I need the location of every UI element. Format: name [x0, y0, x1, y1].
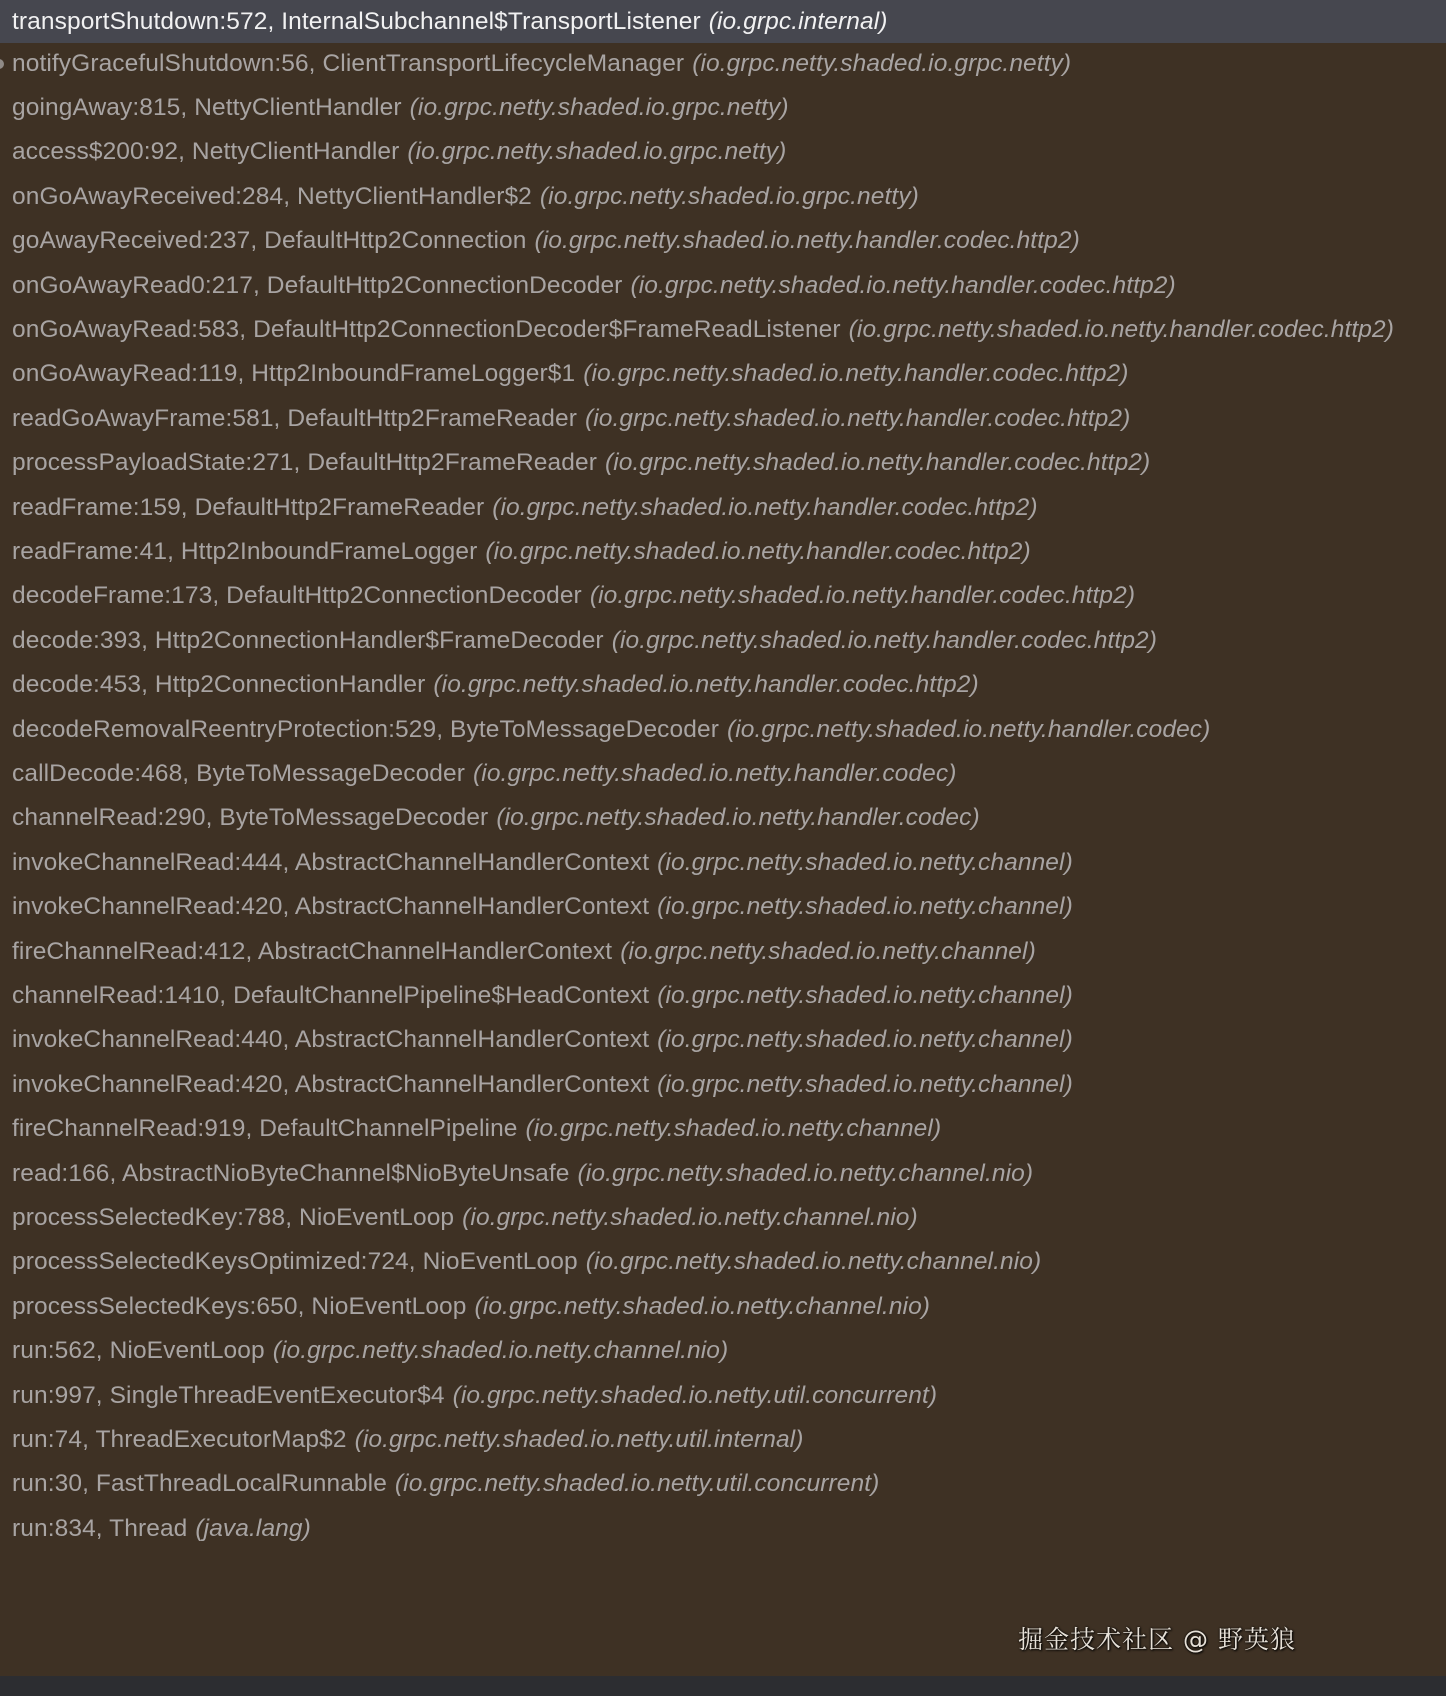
frame-package: (io.grpc.netty.shaded.io.grpc.netty) [539, 183, 919, 210]
frame-package: (java.lang) [195, 1515, 311, 1542]
stack-frame-row[interactable] [0, 217, 1446, 265]
frame-method: notifyGracefulShutdown:56, ClientTransportLifecycleManager [12, 50, 685, 77]
frame-method: decode:453, Http2ConnectionHandler [12, 671, 426, 698]
stack-frame-row[interactable] [0, 484, 1446, 532]
frame-method: fireChannelRead:412, AbstractChannelHandlerContext [12, 938, 613, 965]
stack-frame-row[interactable] [0, 1283, 1446, 1331]
frame-package: (io.grpc.netty.shaded.io.netty.handler.codec.http2) [848, 316, 1394, 343]
frame-method: goingAway:815, NettyClientHandler [12, 94, 402, 121]
frame-package: (io.grpc.netty.shaded.io.netty.channel.nio) [462, 1204, 918, 1231]
stack-frame-row[interactable] [0, 350, 1446, 398]
frame-package: (io.grpc.netty.shaded.io.netty.channel) [657, 1026, 1073, 1053]
stack-frame-row[interactable] [0, 1105, 1446, 1153]
frame-method: run:74, ThreadExecutorMap$2 [12, 1426, 347, 1453]
stack-frame-row[interactable] [0, 528, 1446, 576]
stack-frame-row[interactable] [0, 1505, 1446, 1553]
stack-frame-row[interactable] [0, 40, 1446, 88]
frame-package: (io.grpc.netty.shaded.io.netty.handler.codec.http2) [585, 405, 1131, 432]
stack-frame-row[interactable] [0, 972, 1446, 1020]
stack-frame-row[interactable] [0, 1150, 1446, 1198]
stack-frame-row[interactable] [0, 306, 1446, 354]
frame-package: (io.grpc.netty.shaded.io.netty.handler.codec.http2) [492, 494, 1038, 521]
frame-method: run:562, NioEventLoop [12, 1337, 265, 1364]
frame-method: decodeFrame:173, DefaultHttp2ConnectionDecoder [12, 582, 582, 609]
stack-frame-row[interactable] [0, 262, 1446, 310]
frame-method: readFrame:159, DefaultHttp2FrameReader [12, 494, 485, 521]
frame-method: access$200:92, NettyClientHandler [12, 138, 400, 165]
frame-package: (io.grpc.netty.shaded.io.netty.channel.nio) [577, 1160, 1034, 1187]
watermark: 掘金技术社区 @ 野英狼 [1018, 1625, 1296, 1654]
frame-method: invokeChannelRead:420, AbstractChannelHandlerContext [12, 1071, 650, 1098]
frame-method: transportShutdown:572, InternalSubchannel$TransportListener [12, 7, 701, 35]
frame-method: processSelectedKeys:650, NioEventLoop [12, 1293, 467, 1320]
frame-method: onGoAwayRead:583, DefaultHttp2ConnectionDecoder$FrameReadListener [12, 316, 841, 343]
frame-package: (io.grpc.netty.shaded.io.netty.handler.codec.http2) [485, 538, 1031, 565]
stack-frame-row[interactable] [0, 84, 1446, 132]
stack-frame-row[interactable] [0, 395, 1446, 443]
frame-method: read:166, AbstractNioByteChannel$NioByteUnsafe [12, 1160, 570, 1187]
stack-frame-row-selected[interactable] [0, 0, 1446, 43]
frame-package: (io.grpc.netty.shaded.io.netty.channel) [657, 849, 1073, 876]
stack-frame-row[interactable] [0, 661, 1446, 709]
stack-frame-row[interactable] [0, 706, 1446, 754]
frame-package: (io.grpc.netty.shaded.io.netty.handler.codec) [473, 760, 957, 787]
frame-method: fireChannelRead:919, DefaultChannelPipeline [12, 1115, 518, 1142]
frame-package: (io.grpc.netty.shaded.io.grpc.netty) [692, 50, 1072, 77]
stack-frame-row[interactable] [0, 794, 1446, 842]
frame-package: (io.grpc.netty.shaded.io.netty.channel) [657, 893, 1073, 920]
frame-method: channelRead:1410, DefaultChannelPipeline$HeadContext [12, 982, 650, 1009]
frame-package: (io.grpc.netty.shaded.io.netty.channel.nio) [585, 1248, 1042, 1275]
frame-method: processSelectedKey:788, NioEventLoop [12, 1204, 455, 1231]
frame-method: invokeChannelRead:444, AbstractChannelHandlerContext [12, 849, 650, 876]
stack-frame-row[interactable] [0, 128, 1446, 176]
stack-frame-row[interactable] [0, 1372, 1446, 1420]
frame-method: readGoAwayFrame:581, DefaultHttp2FrameReader [12, 405, 577, 432]
frame-package: (io.grpc.netty.shaded.io.netty.util.concurrent) [452, 1382, 938, 1409]
frame-package: (io.grpc.netty.shaded.io.grpc.netty) [409, 94, 789, 121]
frame-method: readFrame:41, Http2InboundFrameLogger [12, 538, 478, 565]
frame-package: (io.grpc.netty.shaded.io.netty.util.internal) [354, 1426, 804, 1453]
stack-frame-row[interactable] [0, 839, 1446, 887]
stack-frame-row[interactable] [0, 1016, 1446, 1064]
frame-method: invokeChannelRead:420, AbstractChannelHandlerContext [12, 893, 650, 920]
frame-package: (io.grpc.netty.shaded.io.netty.handler.codec) [496, 804, 980, 831]
stack-frame-row[interactable] [0, 439, 1446, 487]
frame-method: processPayloadState:271, DefaultHttp2FrameReader [12, 449, 597, 476]
frame-package: (io.grpc.netty.shaded.io.netty.channel) [620, 938, 1036, 965]
frame-package: (io.grpc.netty.shaded.io.netty.handler.codec.http2) [589, 582, 1136, 609]
bottom-status-bar [0, 1676, 1446, 1696]
frame-method: processSelectedKeysOptimized:724, NioEventLoop [12, 1248, 578, 1275]
frame-package: (io.grpc.netty.shaded.io.netty.handler.codec) [726, 716, 1211, 743]
frame-package: (io.grpc.netty.shaded.io.netty.channel) [525, 1115, 942, 1142]
frame-method: invokeChannelRead:440, AbstractChannelHandlerContext [12, 1026, 650, 1053]
frame-package: (io.grpc.netty.shaded.io.netty.handler.codec.http2) [433, 671, 979, 698]
frame-package: (io.grpc.internal) [708, 7, 888, 35]
stack-frame-row[interactable] [0, 883, 1446, 931]
frame-method: onGoAwayRead:119, Http2InboundFrameLogger$1 [12, 360, 576, 387]
frame-package: (io.grpc.netty.shaded.io.netty.handler.codec.http2) [534, 227, 1080, 254]
frame-method: decodeRemovalReentryProtection:529, ByteToMessageDecoder [12, 716, 719, 743]
stack-frame-row[interactable] [0, 1460, 1446, 1508]
frame-method: callDecode:468, ByteToMessageDecoder [12, 760, 466, 787]
frame-package: (io.grpc.netty.shaded.io.netty.channel) [657, 1071, 1073, 1098]
stack-frame-row[interactable] [0, 572, 1446, 620]
frame-method: run:30, FastThreadLocalRunnable [12, 1470, 387, 1497]
frame-package: (io.grpc.netty.shaded.io.netty.handler.codec.http2) [604, 449, 1151, 476]
frame-method: channelRead:290, ByteToMessageDecoder [12, 804, 489, 831]
frame-package: (io.grpc.netty.shaded.io.grpc.netty) [407, 138, 787, 165]
frame-method: onGoAwayReceived:284, NettyClientHandler$2 [12, 183, 532, 210]
frame-package: (io.grpc.netty.shaded.io.netty.util.concurrent) [394, 1470, 880, 1497]
frame-package: (io.grpc.netty.shaded.io.netty.channel.nio) [272, 1337, 729, 1364]
frame-package: (io.grpc.netty.shaded.io.netty.handler.codec.http2) [611, 627, 1158, 654]
frame-method: goAwayReceived:237, DefaultHttp2Connection [12, 227, 527, 254]
frame-method: run:997, SingleThreadEventExecutor$4 [12, 1382, 445, 1409]
frame-method: decode:393, Http2ConnectionHandler$FrameDecoder [12, 627, 604, 654]
frame-marker-icon [0, 59, 4, 69]
frame-package: (io.grpc.netty.shaded.io.netty.handler.codec.http2) [630, 272, 1176, 299]
stack-frame-row[interactable] [0, 1416, 1446, 1464]
stack-frame-row[interactable] [0, 1194, 1446, 1242]
frame-method: run:834, Thread [12, 1515, 188, 1542]
frame-method: onGoAwayRead0:217, DefaultHttp2ConnectionDecoder [12, 272, 623, 299]
stack-frame-row[interactable] [0, 617, 1446, 665]
frame-package: (io.grpc.netty.shaded.io.netty.channel) [657, 982, 1073, 1009]
stack-frame-row[interactable] [0, 1061, 1446, 1109]
stack-frame-row[interactable] [0, 750, 1446, 798]
frame-package: (io.grpc.netty.shaded.io.netty.handler.codec.http2) [583, 360, 1129, 387]
stack-frame-row[interactable] [0, 928, 1446, 976]
stack-frame-row[interactable] [0, 173, 1446, 221]
stack-frame-row[interactable] [0, 1238, 1446, 1286]
frame-package: (io.grpc.netty.shaded.io.netty.channel.nio) [474, 1293, 931, 1320]
stack-frame-row[interactable] [0, 1327, 1446, 1375]
